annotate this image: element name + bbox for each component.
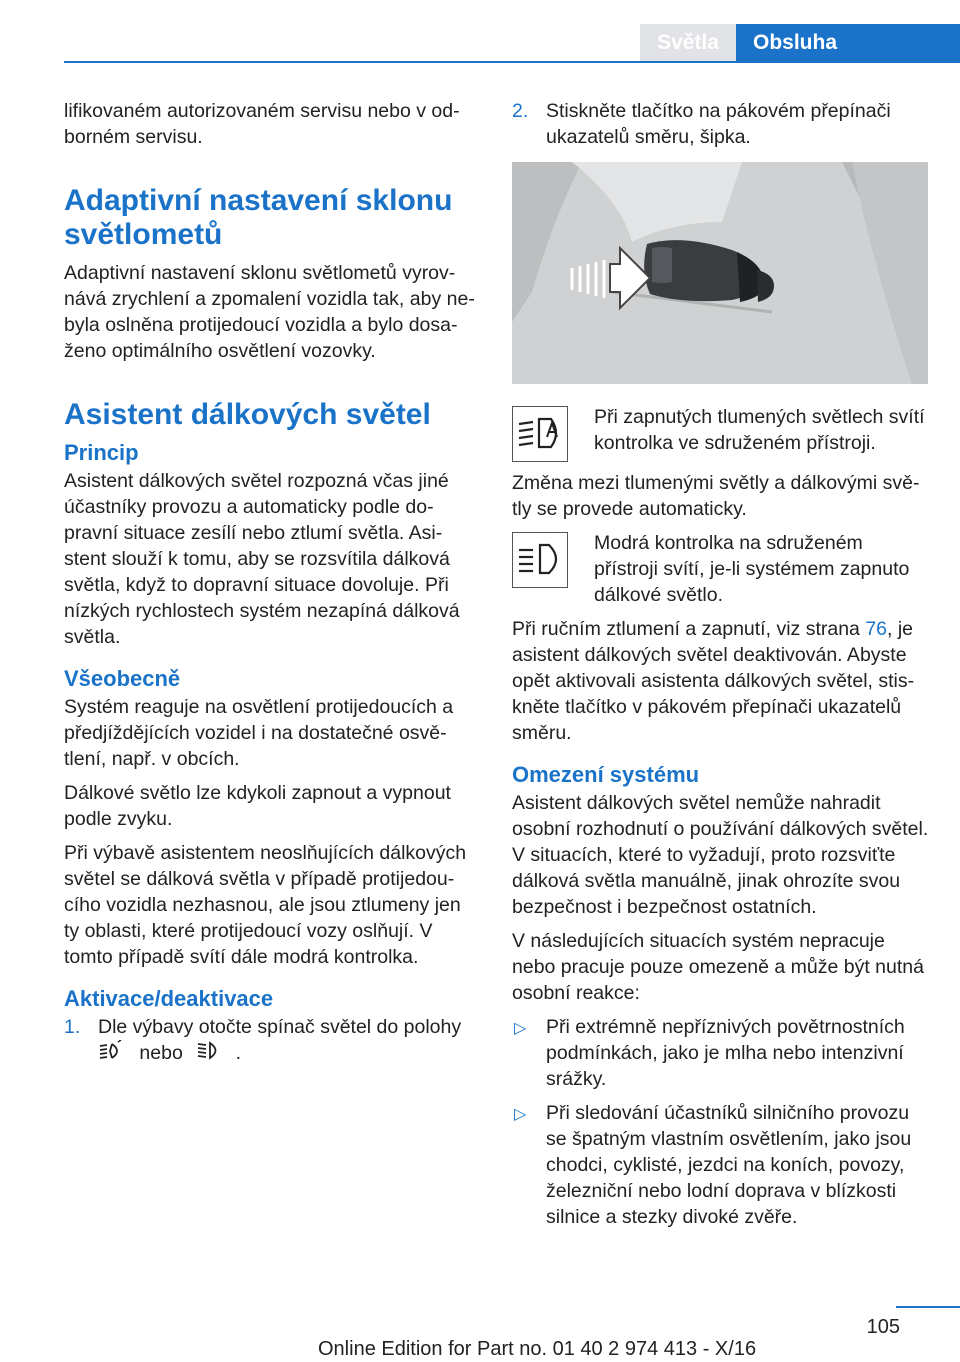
- switching-paragraph: Změna mezi tlumenými světly a dálkovými světly se provede automaticky.: [512, 472, 920, 520]
- step-1-or: nebo: [139, 1042, 183, 1064]
- header-rule: [64, 61, 960, 63]
- bullet-triangle-icon: ▷: [514, 1106, 527, 1123]
- intro-paragraph: lifikovaném autorizovaném servisu nebo v odborném servisu.: [64, 100, 460, 148]
- high-beam-indicator-icon: [512, 532, 568, 588]
- edition-note: Online Edition for Part no. 01 40 2 974 413 - X/16: [318, 1338, 757, 1360]
- step-1-instruction: Dle výbavy otočte spínač světel do polohy: [98, 1016, 462, 1038]
- heading-adaptive-headlight-range: Adaptivní nastavení sklonu světlometů: [64, 184, 453, 251]
- step-1-end: .: [235, 1042, 242, 1064]
- step-2: [512, 98, 932, 150]
- page-number: 105: [866, 1316, 900, 1338]
- heading-general: Všeobecně: [64, 666, 181, 691]
- right-column: [512, 98, 932, 1238]
- bullet-text-2: Při sledování účastníků silničního provozu se špatným vlastním osvětlením, jako jsou chodci, cyklisté, jezdci na koních, povozy, železniční nebo lodní doprava v blízkosti silnice a stezky divoké zvěře.: [546, 1102, 912, 1228]
- bullet-text-1: Při extrémně nepříznivých povětrnostních podmínkách, jako je mlha nebo intenzivní srážky.: [546, 1016, 905, 1090]
- list-item: [512, 1014, 932, 1092]
- step-1-text: [98, 1014, 478, 1069]
- heading-system-limits: Omezení systému: [512, 762, 700, 787]
- heading-activation: Aktivace/deaktivace: [64, 986, 274, 1011]
- heading-high-beam-assistant: Asistent dálkových světel: [64, 398, 431, 431]
- auto-light-switch-icon: [98, 1040, 126, 1069]
- list-item: [512, 1100, 932, 1230]
- bullet-triangle-icon: ▷: [514, 1020, 527, 1037]
- adaptive-paragraph: Adaptivní nastavení sklonu světlometů vyrovnává zrychlení a zpomalení vozidla tak, aby nebyla oslněna protijedoucí vozidla a bylo dosaženo optimálního osvětlení vozovky.: [64, 262, 475, 362]
- left-column: [64, 98, 478, 1077]
- footer-rule: [896, 1306, 960, 1308]
- low-beam-indicator-row: [512, 404, 932, 462]
- step-2-number: 2.: [512, 100, 529, 122]
- low-beam-icon: [196, 1040, 224, 1069]
- manual-text-a: Při ručním ztlumení a zapnutí, viz strana: [512, 618, 866, 640]
- high-beam-indicator-text: Modrá kontrolka na sdruženém přístroji svítí, je-li systémem zapnuto dálkové světlo.: [594, 532, 910, 606]
- heading-principle: Princip: [64, 440, 139, 465]
- step-1: [64, 1014, 478, 1069]
- manual-text-b: , je asistent dálkových světel deaktivován. Abyste opět aktivovali asistenta dálkových světel, stiskněte tlačítko v pákovém přepínači ukazatelů směru.: [512, 618, 915, 744]
- general-paragraph-3: Při výbavě asistentem neoslňujících dálkových světel se dálková světla v případě protijedoucího vozidla nezhasnou, ale jsou ztlumeny jen ty oblasti, které protijedoucí vozy oslňují. V tomto případě svítí dále modrá kontrolka.: [64, 842, 467, 968]
- high-beam-indicator-row: [512, 530, 932, 608]
- principle-paragraph: Asistent dálkových světel rozpozná včas jiné účastníky provozu a automaticky podle dopravní situace zesílí nebo ztlumí světla. Asistent slouží k tomu, aby se rozsvítila dálková světla, když to dopravní situace dovoluje. Při nízkých rychlostech systém nezapíná dálková světla.: [64, 470, 460, 648]
- auto-high-beam-indicator-icon: [512, 406, 568, 462]
- limits-paragraph-2: V následujících situacích systém nepracuje nebo pracuje pouze omezeně a může být nutná osobní reakce:: [512, 930, 924, 1004]
- general-paragraph-2: Dálkové světlo lze kdykoli zapnout a vypnout podle zvyku.: [64, 782, 451, 830]
- low-beam-indicator-text: Při zapnutých tlumených světlech svítí kontrolka ve sdruženém přístroji.: [594, 406, 925, 454]
- step-1-number: 1.: [64, 1016, 81, 1038]
- turn-signal-lever-illustration: [512, 162, 928, 384]
- page-76-link[interactable]: 76: [865, 618, 888, 640]
- limits-paragraph-1: Asistent dálkových světel nemůže nahradit osobní rozhodnutí o používání dálkových světel. V situacích, které to vyžadují, proto rozsviťte dálková světla manuálně, jinak ohrozíte svou bezpečnost i bezpečnost ostatních.: [512, 792, 929, 918]
- header-chapter-tab: Obsluha: [736, 24, 960, 61]
- header-section-tab: Světla: [640, 24, 736, 61]
- general-paragraph-1: Systém reaguje na osvětlení protijedoucích a předjíždějících vozidel i na dostatečné osvětlení, např. v obcích.: [64, 696, 454, 770]
- manual-paragraph: [512, 616, 932, 746]
- step-2-text: Stiskněte tlačítko na pákovém přepínači ukazatelů směru, šipka.: [546, 100, 891, 148]
